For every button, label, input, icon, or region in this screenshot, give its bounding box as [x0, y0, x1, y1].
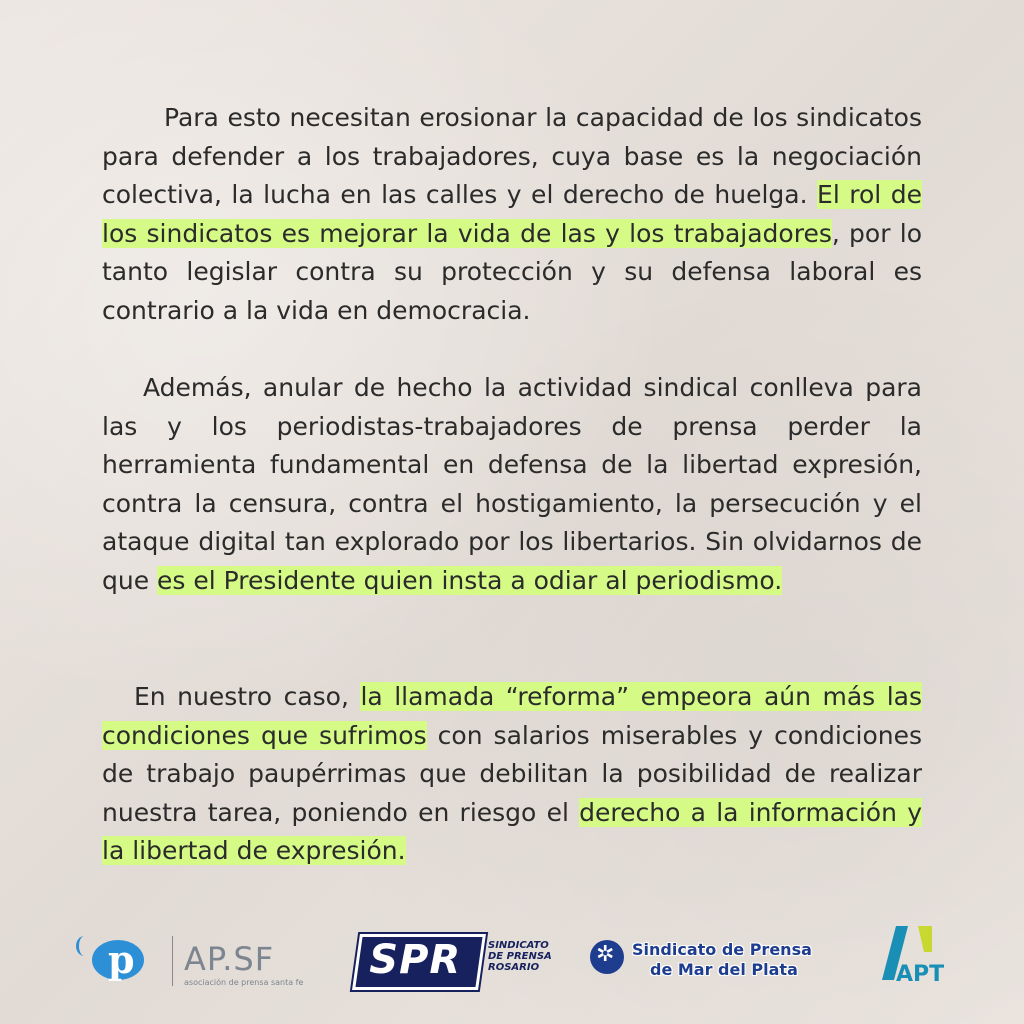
body-text: Para esto necesitan erosionar la capacidad de los sindicatos para defender a los trabajadores, cuya base es la negociación colectiva, la lucha en las calles y el derecho de huelga.	[102, 103, 922, 209]
highlighted-text: El rol de los sindicatos es mejorar la vida de las y los trabajadores	[102, 180, 922, 248]
apsf-subtitle: asociación de prensa santa fe	[184, 978, 304, 987]
apsf-mark: p	[92, 940, 144, 980]
signal-icon	[76, 936, 93, 956]
apsf-logo	[72, 926, 312, 996]
paragraph-1	[102, 99, 922, 330]
body-text: con salarios miserables y condiciones de trabajo paupérrimas que debilitan la posibilidad de realizar nuestra tarea, poniendo en riesgo el	[102, 720, 923, 827]
emblem-icon: ✲	[590, 940, 624, 974]
body-text: En nuestro caso,	[134, 682, 361, 711]
apt-name: APT	[896, 962, 945, 987]
highlighted-text: derecho a la información y la libertad de expresión.	[102, 797, 922, 865]
smdp-name-line1: Sindicato de Prensa	[632, 940, 812, 959]
spr-logo	[356, 934, 576, 990]
highlighted-text: la llamada “reforma” empeora aún más las condiciones que sufrimos	[102, 682, 922, 750]
smdp-logo	[590, 936, 850, 986]
body-text: Además, anular de hecho la actividad sindical conlleva para las y los periodistas-trabajadores de prensa perder la herramienta fundamental en defensa de la libertad expresión, contra la censura, contra el hostigamiento, la persecución y el ataque digital tan explorado por los libertarios. Sin olvidarnos de que	[102, 373, 922, 595]
paragraph-3	[102, 678, 922, 871]
spr-name: SINDICATO DE PRENSA ROSARIO	[488, 940, 552, 973]
smdp-name-line2: de Mar del Plata	[650, 960, 798, 979]
logo-divider	[172, 936, 173, 986]
paragraph-2	[102, 369, 922, 600]
highlighted-text: es el Presidente quien insta a odiar al periodismo.	[157, 565, 783, 595]
logos-footer	[0, 920, 1024, 1010]
apt-logo	[874, 922, 954, 1002]
apsf-name: AP.SF	[184, 940, 275, 978]
body-text: , por lo tanto legislar contra su protección y su defensa laboral es contrario a la vida en democracia.	[102, 218, 923, 325]
spr-mark: SPR	[352, 934, 486, 990]
